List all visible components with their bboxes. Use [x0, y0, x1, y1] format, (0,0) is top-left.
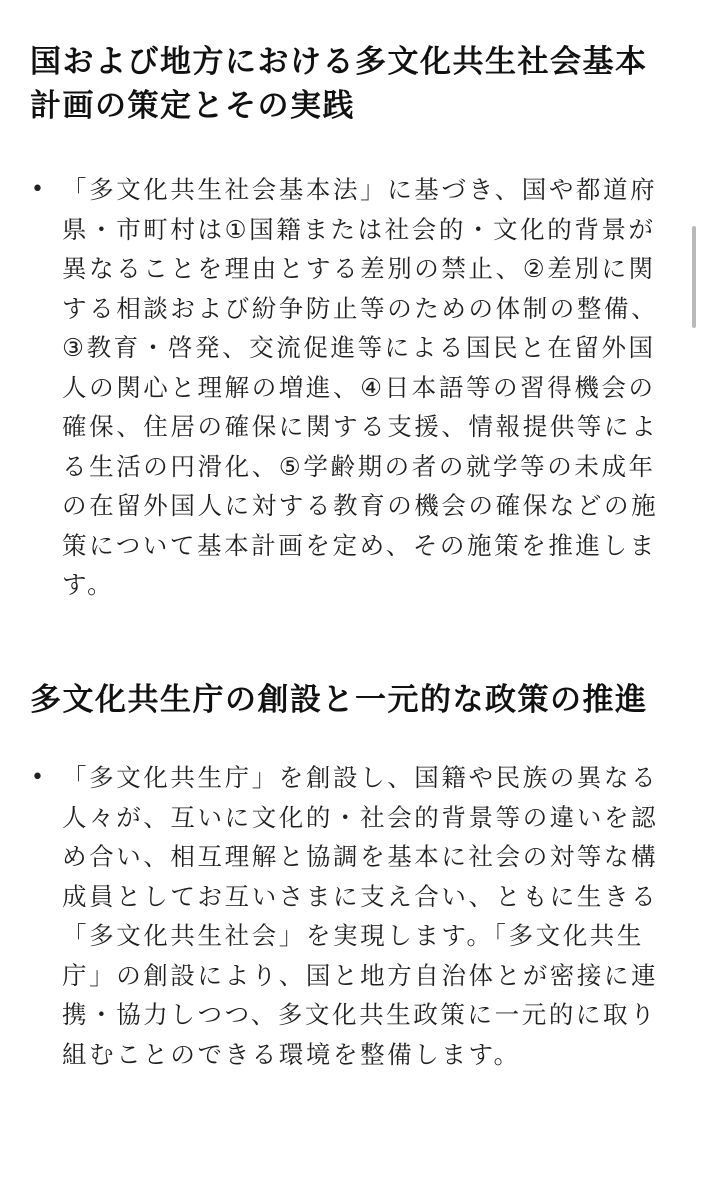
bullet-icon: •	[31, 765, 47, 790]
bullet-item	[0, 170, 706, 605]
section-basic-plan	[0, 40, 706, 605]
section-heading: 多文化共生庁の創設と一元的な政策の推進	[30, 682, 648, 718]
bullet-text: 「多文化共生庁」を創設し、国籍や民族の異なる人々が、互いに文化的・社会的背景等の違いを認め合い、相互理解と協調を基本に社会の対等な構成員としてお互いさまに支え合い、ともに生きる「多文化共生社会」を実現します。「多文化共生庁」の創設により、国と地方自治体とが密接に連携・協力しつつ、多文化共生政策に一元的に取り組むことのできる環境を整備します。	[62, 763, 659, 1069]
bullet-text: 「多文化共生社会基本法」に基づき、国や都道府県・市町村は①国籍または社会的・文化的背景が異なることを理由とする差別の禁止、②差別に関する相談および紛争防止等のための体制の整備、③教育・啓発、交流促進等による国民と在留外国人の関心と理解の増進、④日本語等の習得機会の確保、住居の確保に関する支援、情報提供等による生活の円滑化、⑤学齢期の者の就学等の未成年の在留外国人に対する教育の機会の確保などの施策について基本計画を定め、その施策を推進します。	[62, 175, 659, 599]
scrollbar-thumb[interactable]	[692, 226, 696, 328]
section-heading: 国および地方における多文化共生社会基本計画の策定とその実践	[30, 44, 648, 124]
section-agency	[0, 678, 706, 1074]
bullet-icon: •	[31, 177, 47, 202]
bullet-item	[0, 758, 706, 1074]
